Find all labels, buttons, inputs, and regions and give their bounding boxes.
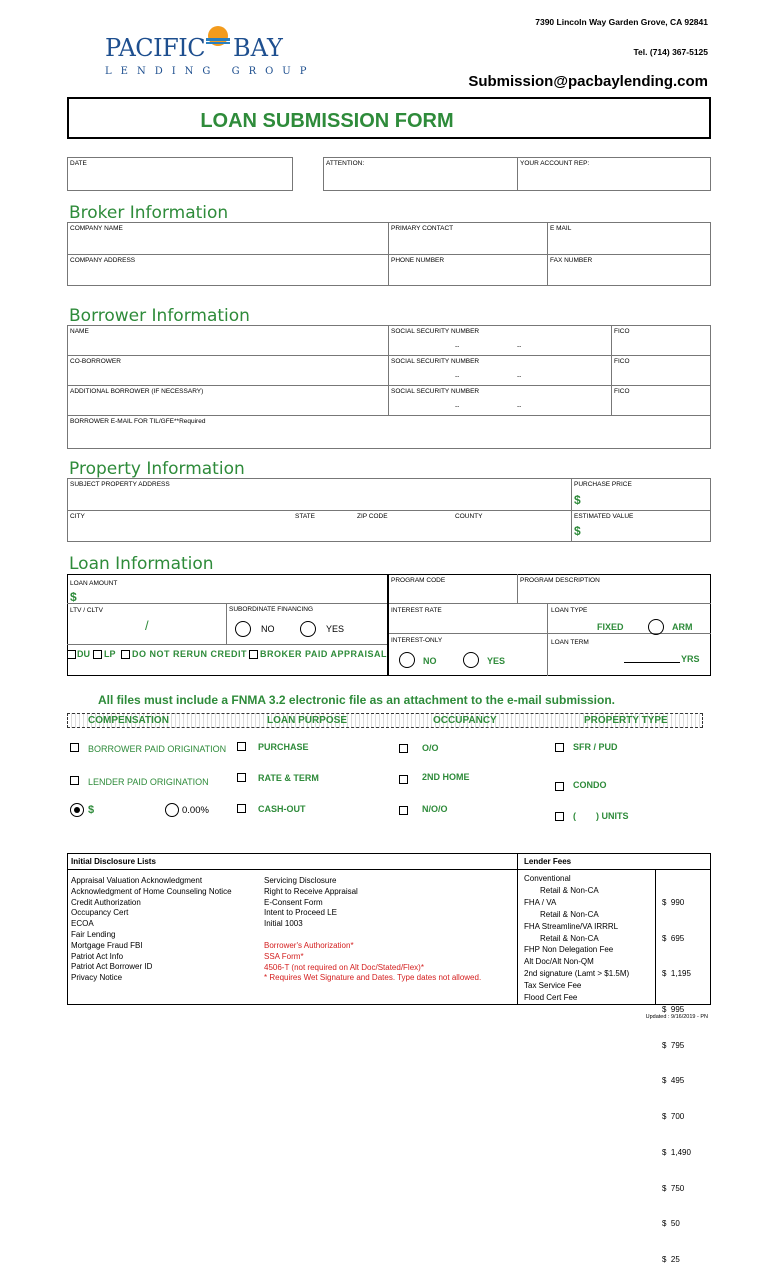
disclosure-item-wet: SSA Form* <box>264 951 304 961</box>
date-field[interactable] <box>67 157 293 191</box>
disclosure-col-divider <box>517 853 518 1005</box>
interest-only-yes-label: YES <box>487 656 506 666</box>
loan-section-title: Loan Information <box>69 554 214 574</box>
non-owner-occupied-label: N/O/O <box>422 804 448 814</box>
broker-email-label: E MAIL <box>550 225 572 232</box>
borrower-paid-origination-label: BORROWER PAID ORIGINATION <box>88 744 227 754</box>
fee-label: FHP Non Delegation Fee <box>524 945 614 955</box>
disclosure-item-wet: Borrower's Authorization* <box>264 940 354 950</box>
owner-occupied-checkbox[interactable] <box>399 744 408 753</box>
subordinate-no-radio[interactable] <box>235 621 251 637</box>
sun-icon <box>203 22 233 52</box>
lender-paid-origination-checkbox[interactable] <box>70 776 79 785</box>
broker-col-divider-2 <box>547 222 548 286</box>
ssn-dash: -- <box>517 373 522 380</box>
county-label: COUNTY <box>455 513 483 520</box>
units-label: ( ) UNITS <box>573 811 629 821</box>
fee-label: FHA Streamline/VA IRRRL <box>524 921 619 931</box>
loan-col-divider-program <box>517 574 518 604</box>
program-description-label: PROGRAM DESCRIPTION <box>520 577 600 584</box>
cash-out-checkbox[interactable] <box>237 804 246 813</box>
broker-paid-label: BROKER PAID APPRAISAL <box>260 649 388 659</box>
borrower-col-divider-2 <box>611 325 612 415</box>
rate-term-label: RATE & TERM <box>258 773 319 783</box>
broker-row-divider <box>67 254 711 255</box>
property-col-divider <box>571 478 572 542</box>
fee-value: $ 995 <box>662 1004 685 1014</box>
comp-dollar-label: $ <box>88 804 95 816</box>
ssn-dash: -- <box>517 343 522 350</box>
ltv-slash: / <box>145 618 149 633</box>
ssn-dash: -- <box>455 403 460 410</box>
form-title: LOAN SUBMISSION FORM <box>200 110 454 132</box>
property-type-header: PROPERTY TYPE <box>584 715 668 726</box>
fax-number-label: FAX NUMBER <box>550 257 593 264</box>
fee-value: $ 695 <box>662 933 685 943</box>
fnma-notice: All files must include a FNMA 3.2 electronic file as an attachment to the e-mail submission. <box>98 693 616 707</box>
disclosure-item: Initial 1003 <box>264 919 303 929</box>
disclosure-item: Intent to Proceed LE <box>264 908 337 918</box>
subordinate-label: SUBORDINATE FINANCING <box>229 606 314 613</box>
sfr-pud-checkbox[interactable] <box>555 743 564 752</box>
logo <box>100 22 316 80</box>
loan-row-divider-1 <box>67 603 711 604</box>
fee-value: $ 795 <box>662 1040 685 1050</box>
cash-out-label: CASH-OUT <box>258 804 306 814</box>
loan-row-divider-3 <box>67 644 388 645</box>
comp-pct-radio[interactable] <box>165 803 179 817</box>
occupancy-header: OCCUPANCY <box>433 715 497 726</box>
borrower-section-title: Borrower Information <box>69 306 250 326</box>
disclosure-title: Initial Disclosure Lists <box>71 857 156 866</box>
ssn-dash: -- <box>455 373 460 380</box>
interest-only-label: INTEREST-ONLY <box>391 637 443 644</box>
account-rep-label: YOUR ACCOUNT REP: <box>520 160 590 167</box>
borrower-row-divider-1 <box>67 355 711 356</box>
lender-paid-origination-label: LENDER PAID ORIGINATION <box>88 777 209 787</box>
interest-only-no-label: NO <box>423 656 437 666</box>
borrower-paid-origination-checkbox[interactable] <box>70 743 79 752</box>
condo-checkbox[interactable] <box>555 782 564 791</box>
company-address-label: COMPANY ADDRESS <box>70 257 136 264</box>
do-not-rerun-label: DO NOT RERUN CREDIT <box>132 649 247 659</box>
interest-only-yes-radio[interactable] <box>463 652 479 668</box>
fee-value: $ 700 <box>662 1112 685 1122</box>
fee-value: $ 1,490 <box>662 1147 691 1157</box>
fee-value: $ 750 <box>662 1183 685 1193</box>
zip-label: ZIP CODE <box>357 513 388 520</box>
ssn-label-2: SOCIAL SECURITY NUMBER <box>391 358 480 365</box>
loan-amount-label: LOAN AMOUNT <box>70 580 118 587</box>
sfr-pud-label: SFR / PUD <box>573 742 618 752</box>
fixed-label: FIXED <box>597 622 624 632</box>
purchase-checkbox[interactable] <box>237 742 246 751</box>
logo-word-bay: BAY <box>233 34 283 62</box>
interest-only-no-radio[interactable] <box>399 652 415 668</box>
fee-label: Tax Service Fee <box>524 981 582 991</box>
loan-type-label: LOAN TYPE <box>551 607 588 614</box>
fee-label: 2nd signature (Lamt > $1.5M) <box>524 969 630 979</box>
arm-radio[interactable] <box>648 619 664 635</box>
fee-label: FHA / VA <box>524 897 557 907</box>
fee-label: Retail & Non-CA <box>540 885 599 895</box>
second-home-checkbox[interactable] <box>399 775 408 784</box>
fee-value: $ 50 <box>662 1219 680 1229</box>
logo-word-pacific: PACIFIC <box>105 34 206 62</box>
disclosure-list-2 <box>264 876 481 984</box>
purchase-label: PURCHASE <box>258 742 309 752</box>
estimated-dollar: $ <box>574 524 581 538</box>
logo-subtitle: LENDING GROUP <box>105 66 316 77</box>
disclosure-item: E-Consent Form <box>264 897 323 907</box>
lp-checkbox[interactable] <box>93 650 102 659</box>
disclosure-item: Right to Receive Appraisal <box>264 886 358 896</box>
fees-values <box>662 873 691 1278</box>
ssn-label-3: SOCIAL SECURITY NUMBER <box>391 388 480 395</box>
borrower-email-label: BORROWER E-MAIL FOR TIL/GFE**Required <box>70 418 206 425</box>
borrower-col-divider-1 <box>388 325 389 415</box>
subject-address-label: SUBJECT PROPERTY ADDRESS <box>70 481 170 488</box>
disclosure-item: Mortgage Fraud FBI <box>71 940 143 950</box>
arm-label: ARM <box>672 622 693 632</box>
disclosure-item: Appraisal Valuation Acknowledgment <box>71 876 203 885</box>
du-checkbox[interactable] <box>67 650 76 659</box>
ltv-label: LTV / CLTV <box>70 607 103 614</box>
fees-labels <box>524 873 629 1004</box>
du-label: DU <box>77 649 90 659</box>
subordinate-yes-radio[interactable] <box>300 621 316 637</box>
subordinate-yes-label: YES <box>326 624 345 634</box>
primary-contact-label: PRIMARY CONTACT <box>391 225 454 232</box>
broker-col-divider-1 <box>388 222 389 286</box>
fee-value: $ 495 <box>662 1076 685 1086</box>
loan-row-divider-2 <box>388 633 711 634</box>
disclosure-item: Patriot Act Info <box>71 951 124 961</box>
fee-label: Retail & Non-CA <box>540 933 599 943</box>
ssn-label-1: SOCIAL SECURITY NUMBER <box>391 328 480 335</box>
date-label: DATE <box>70 160 87 167</box>
loan-amount-dollar: $ <box>70 590 77 604</box>
disclosure-list-1 <box>71 876 232 984</box>
do-not-rerun-checkbox[interactable] <box>121 650 130 659</box>
fee-label: Flood Cert Fee <box>524 993 578 1003</box>
attention-divider <box>517 157 518 191</box>
rate-term-checkbox[interactable] <box>237 773 246 782</box>
non-owner-occupied-checkbox[interactable] <box>399 806 408 815</box>
state-label: STATE <box>295 513 315 520</box>
loan-col-divider-sub <box>226 604 227 645</box>
phone-number-label: PHONE NUMBER <box>391 257 445 264</box>
borrower-row-divider-3 <box>67 415 711 416</box>
borrower-row-divider-2 <box>67 385 711 386</box>
property-section-title: Property Information <box>69 459 245 479</box>
updated-footer: Updated : 9/16/2019 - PN <box>645 1014 708 1020</box>
fee-label: Retail & Non-CA <box>540 909 599 919</box>
additional-borrower-label: ADDITIONAL BORROWER (IF NECESSARY) <box>70 388 204 395</box>
fico-label-3: FICO <box>614 388 630 395</box>
loan-term-label: LOAN TERM <box>551 639 589 646</box>
fees-value-divider <box>655 869 656 1005</box>
loan-purpose-header: LOAN PURPOSE <box>267 715 348 726</box>
loan-term-line[interactable] <box>624 662 680 663</box>
compensation-header: COMPENSATION <box>88 715 169 726</box>
fee-value: $ 1,195 <box>662 969 691 979</box>
interest-rate-label: INTEREST RATE <box>391 607 442 614</box>
attention-label: ATTENTION: <box>326 160 365 167</box>
comp-pct-label: 0.00% <box>182 805 209 816</box>
loan-col-divider-main <box>387 574 389 676</box>
submission-email[interactable]: Submission@pacbaylending.com <box>468 73 708 90</box>
fee-value: $ 25 <box>662 1255 680 1264</box>
disclosure-item-wet: 4506-T (not required on Alt Doc/Stated/Flex)* <box>264 962 424 972</box>
yrs-label: YRS <box>681 654 700 664</box>
fee-value: $ 990 <box>662 897 685 907</box>
borrower-table <box>67 325 711 449</box>
fee-label: Alt Doc/Alt Non-QM <box>524 957 594 967</box>
ssn-dash: -- <box>455 343 460 350</box>
property-row-divider <box>67 510 711 511</box>
disclosure-item: Fair Lending <box>71 929 116 939</box>
ssn-dash: -- <box>517 403 522 410</box>
owner-occupied-label: O/O <box>422 743 439 753</box>
second-home-label: 2ND HOME <box>422 772 470 782</box>
disclosure-item: Servicing Disclosure <box>264 876 337 885</box>
estimated-value-label: ESTIMATED VALUE <box>574 513 634 520</box>
disclosure-item: Acknowledgment of Home Counseling Notice <box>71 886 232 896</box>
disclosure-item: Privacy Notice <box>71 973 123 983</box>
company-name-label: COMPANY NAME <box>70 225 123 232</box>
fico-label-2: FICO <box>614 358 630 365</box>
subordinate-no-label: NO <box>261 624 275 634</box>
company-phone: Tel. (714) 367-5125 <box>633 47 708 57</box>
purchase-dollar: $ <box>574 493 581 507</box>
comp-dollar-radio-dot <box>74 807 80 813</box>
loan-col-divider-type <box>547 604 548 676</box>
units-checkbox[interactable] <box>555 812 564 821</box>
fico-label-1: FICO <box>614 328 630 335</box>
disclosure-item: Occupancy Cert <box>71 908 129 918</box>
condo-label: CONDO <box>573 780 607 790</box>
disclosure-item: Patriot Act Borrower ID <box>71 962 153 972</box>
disclosure-header-divider <box>67 869 711 870</box>
coborrower-label: CO-BORROWER <box>70 358 121 365</box>
fee-label: Conventional <box>524 874 571 883</box>
purchase-price-label: PURCHASE PRICE <box>574 481 632 488</box>
lender-fees-title: Lender Fees <box>524 857 572 866</box>
broker-paid-checkbox[interactable] <box>249 650 258 659</box>
wet-signature-note: * Requires Wet Signature and Dates. Type dates not allowed. <box>264 973 482 983</box>
disclosure-item: Credit Authorization <box>71 897 141 907</box>
city-label: CITY <box>70 513 85 520</box>
borrower-name-label: NAME <box>70 328 89 335</box>
company-address: 7390 Lincoln Way Garden Grove, CA 92841 <box>535 17 708 27</box>
disclosure-item: ECOA <box>71 919 94 929</box>
program-code-label: PROGRAM CODE <box>391 577 446 584</box>
broker-section-title: Broker Information <box>69 203 229 223</box>
lp-label: LP <box>104 649 116 659</box>
